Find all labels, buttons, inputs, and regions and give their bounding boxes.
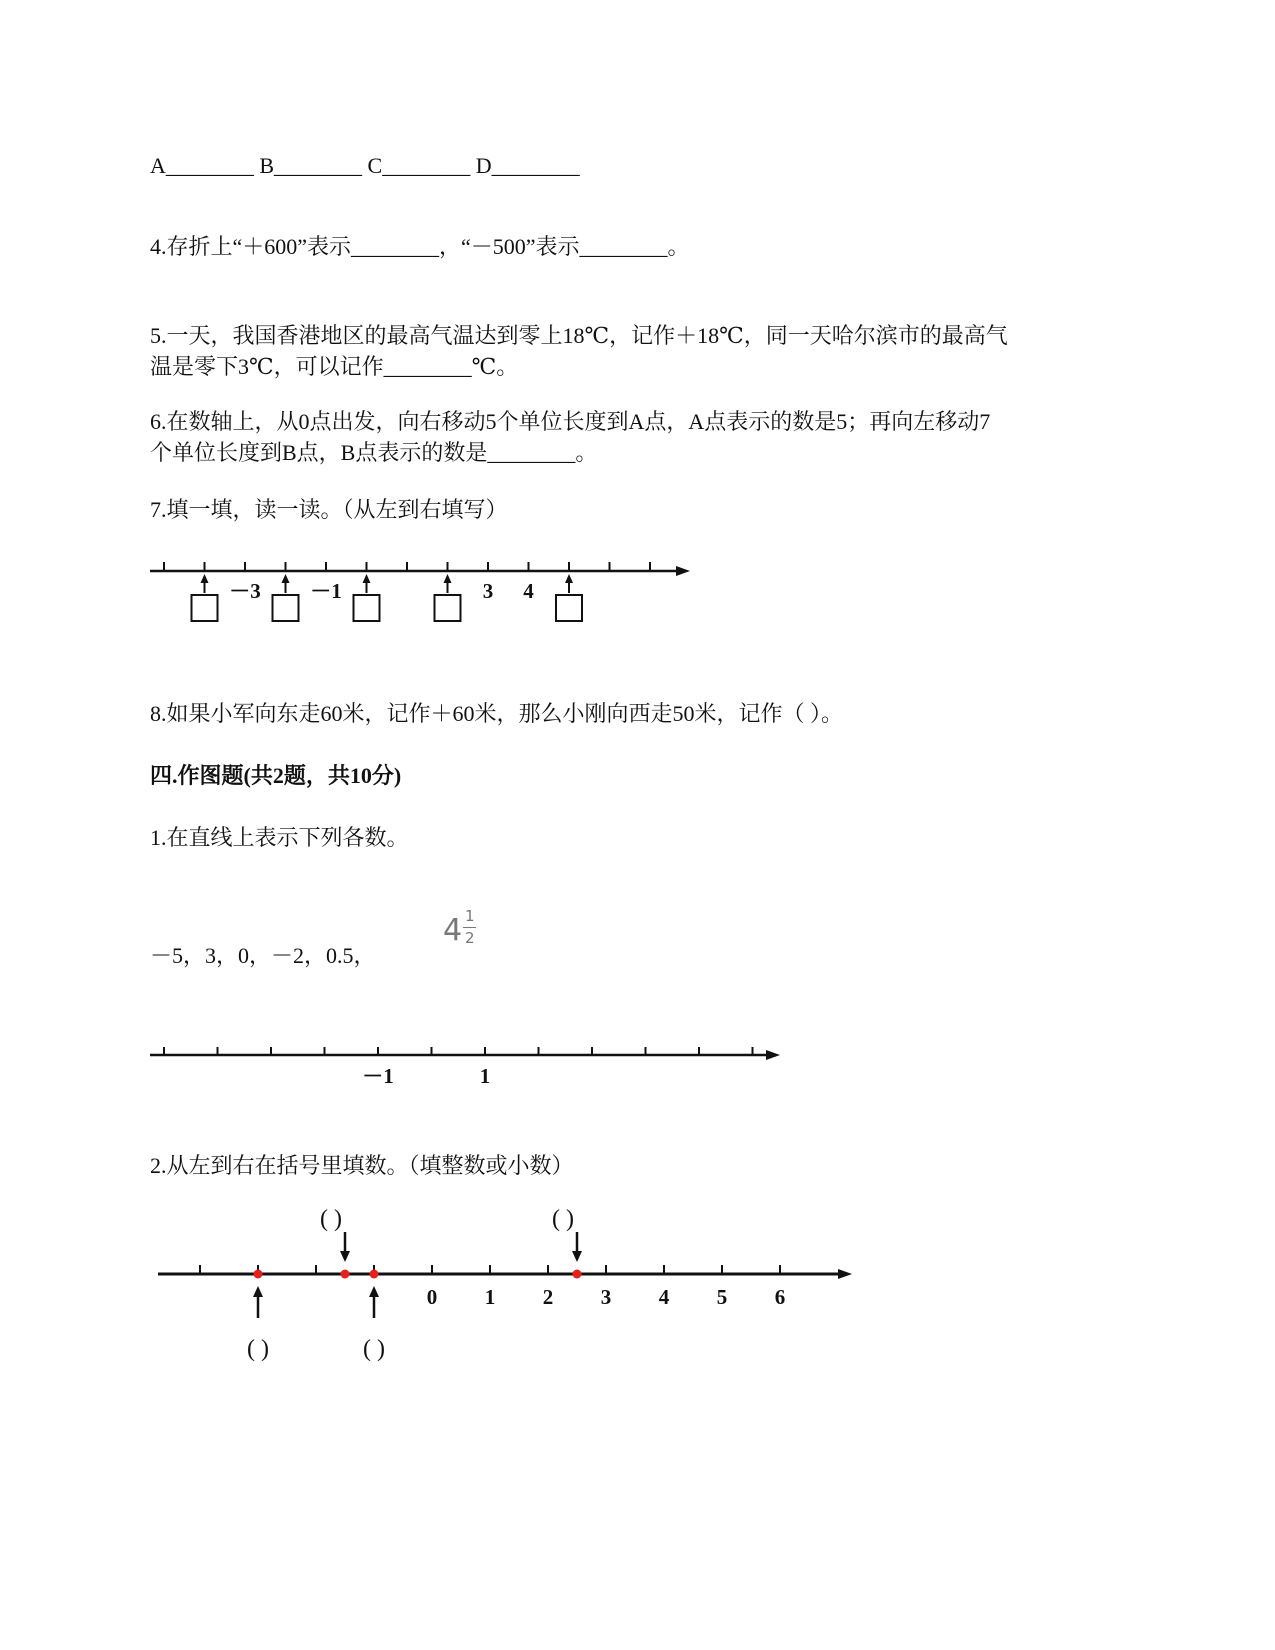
marked-point: [341, 1270, 350, 1279]
fraction-denominator: 2: [465, 929, 475, 947]
axis-arrowhead: [766, 1050, 780, 1060]
tick-label: 1: [484, 1285, 496, 1309]
answer-box: [556, 595, 582, 621]
answer-parentheses: ( ): [363, 1336, 385, 1362]
numbers-to-plot: －5，3，0，－2，0.5，: [150, 943, 376, 968]
number-line-q7: [150, 556, 710, 646]
answer-box: [192, 595, 218, 621]
marked-point: [254, 1270, 263, 1279]
drawing-question-1: 1.在直线上表示下列各数。: [150, 825, 409, 850]
answer-parentheses: ( ): [320, 1206, 342, 1232]
tick-label: 2: [542, 1285, 554, 1309]
marked-point: [573, 1270, 582, 1279]
question-5-line1: 5.一天，我国香港地区的最高气温达到零上18℃，记作＋18℃，同一天哈尔滨市的最高气: [150, 323, 1008, 348]
answer-blanks-abcd: A________ B________ C________ D________: [150, 153, 580, 178]
question-6-line1: 6.在数轴上，从0点出发，向右移动5个单位长度到A点，A点表示的数是5；再向左移动7: [150, 409, 991, 434]
answer-box: [435, 595, 461, 621]
tick-label: 4: [523, 579, 534, 603]
section-heading-drawing: 四.作图题(共2题，共10分): [150, 763, 402, 788]
question-4: 4.存折上“＋600”表示________，“－500”表示________。: [150, 234, 690, 259]
marked-point: [370, 1270, 379, 1279]
tick-label: 1: [479, 1064, 491, 1088]
number-line-drawing-1: [150, 1040, 830, 1100]
tick-label: －1: [310, 579, 342, 603]
up-arrowhead: [363, 574, 371, 583]
answer-parentheses: ( ): [552, 1206, 574, 1232]
down-arrowhead: [340, 1251, 350, 1262]
number-line-drawing-2: [150, 1206, 910, 1448]
fraction-bar: [463, 927, 476, 928]
question-7: 7.填一填，读一读。（从左到右填写）: [150, 497, 508, 522]
up-arrowhead: [282, 574, 290, 583]
tick-label: 4: [658, 1285, 670, 1309]
tick-label: －1: [362, 1064, 394, 1088]
question-5-line2: 温是零下3℃，可以记作________℃。: [150, 354, 519, 379]
tick-label: 6: [774, 1285, 786, 1309]
down-arrowhead: [572, 1251, 582, 1262]
tick-label: 5: [716, 1285, 728, 1309]
tick-label: 3: [482, 579, 494, 603]
fraction-numerator: 1: [465, 907, 475, 925]
up-arrowhead: [201, 574, 209, 583]
up-arrowhead: [565, 574, 573, 583]
drawing-question-2: 2.从左到右在括号里填数。（填整数或小数）: [150, 1153, 574, 1178]
up-arrowhead: [369, 1286, 379, 1297]
tick-label: －3: [229, 579, 261, 603]
question-6-line2: 个单位长度到B点，B点表示的数是________。: [150, 440, 598, 465]
axis-arrowhead: [676, 566, 690, 576]
question-8: 8.如果小军向东走60米，记作＋60米，那么小刚向西走50米，记作（ ）。: [150, 701, 844, 726]
answer-box: [354, 595, 380, 621]
tick-label: 3: [600, 1285, 612, 1309]
answer-box: [273, 595, 299, 621]
axis-arrowhead: [838, 1269, 852, 1279]
answer-parentheses: ( ): [247, 1336, 269, 1362]
up-arrowhead: [444, 574, 452, 583]
fraction-whole: 4: [443, 913, 463, 948]
up-arrowhead: [253, 1286, 263, 1297]
tick-label: 0: [426, 1285, 438, 1309]
